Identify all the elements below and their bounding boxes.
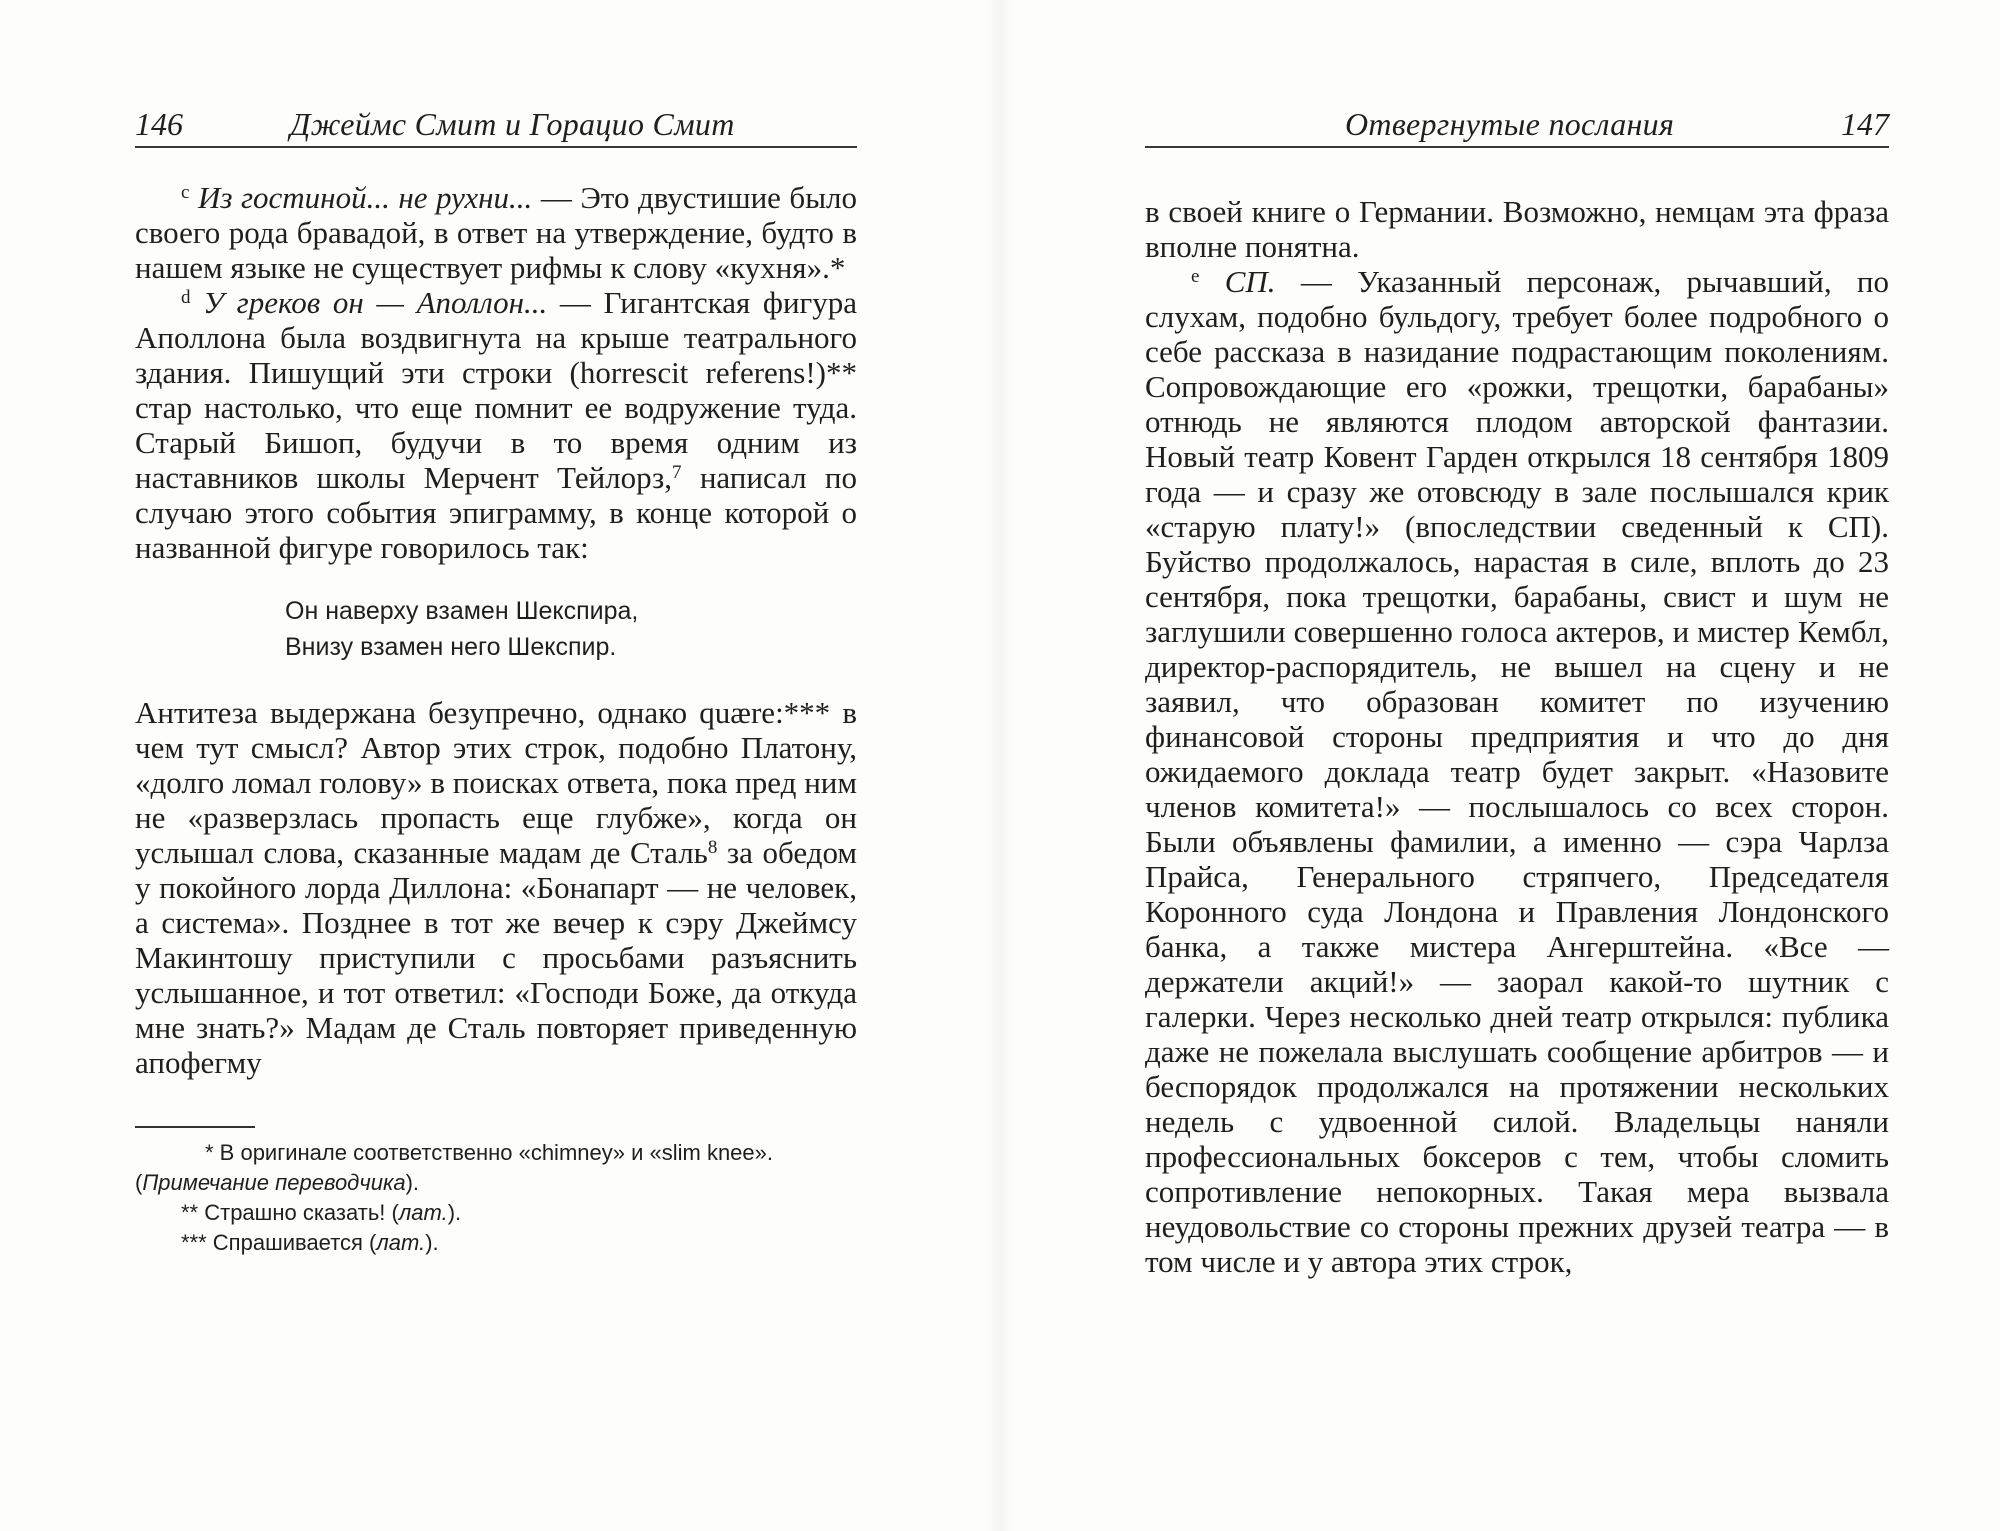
note-d-text-a: — Гигантская фигура Аполлона была воздвигнута на крыше театрального здания. Пишущий эти строки (horrescit referens!)** стар настолько, что еще помнит ее водружение туда. Старый Бишоп, будучи в то время одним из наставников школы Мерчент Тейлорз, (135, 285, 858, 495)
note-e-lemma: СП. (1224, 264, 1276, 299)
note-e-marker: e (1191, 266, 1200, 287)
footnote-3-text: *** Спрашивается ( (181, 1230, 377, 1255)
epigram-verse (285, 593, 857, 665)
right-page (1145, 0, 1889, 1279)
footnote-2-close: ). (447, 1200, 462, 1225)
note-d-lemma: У греков он — Аполлон... (203, 285, 548, 320)
footnote-1-paren: ( (135, 1170, 143, 1195)
right-page-number: 147 (1841, 106, 1889, 142)
right-running-title: Отвергнутые послания (1345, 106, 1675, 142)
note-d-marker: d (181, 287, 191, 308)
note-e-text: — Указанный персонаж, рычавший, по слухам, подобно бульдогу, требует более подробного о себе рассказа в назидание подрастающим поколениям. Сопровождающие его «рожки, трещотки, барабаны» отнюдь не являются плодом авторской фантазии. Новый театр Ковент Гарден открылся 18 сентября 1809 года — и сразу же отовсюду в зале послышался крик «старую плату!» (впоследствии сведенный к СП). Буйство продолжалось, нарастая в силе, вплоть до 23 сентября, пока трещотки, барабаны, свист и шум не заглушили совершенно голоса актеров, и мистер Кембл, директор-распорядитель, не вышел на сцену и не заявил, что образован комитет по изучению финансовой стороны предприятия и что до дня ожидаемого доклада театр будет закрыт. «Назовите членов комитета!» — послышалось со всех сторон. Были объявлены фамилии, а именно — сэра Чарлза Прайса, Генерального стряпчего, Председателя Коронного суда Лондона и Правления Лондонского банка, а также мистера Ангерштейна. «Все — держатели акций!» — заорал какой-то шутник с галерки. Через несколько дней театр открылся: публика даже не пожелала выслушать сообщение арбитров — и беспорядок продолжался на протяжении нескольких недель с удвоенной силой. Владельцы наняли профессиональных боксеров с тем, чтобы сломить сопротивление непокорных. Такая мера вызвала неудовольствие со стороны прежних друзей театра — в том числе и у автора этих строк, (1145, 264, 1890, 1279)
footnote-2-text: ** Страшно сказать! ( (181, 1200, 399, 1225)
note-c-marker: c (181, 182, 190, 203)
footnote-2-lang: лат. (398, 1200, 448, 1225)
endnote-ref-7: 7 (672, 462, 682, 483)
footnote-1 (135, 1138, 857, 1198)
right-page-body (1145, 194, 1889, 1279)
left-header-rule (135, 146, 857, 148)
footnote-1-text: * В оригинале соответственно «chimney» и «slim knee». (205, 1140, 773, 1165)
footnote-1-translator-note: Примечание переводчика (142, 1170, 406, 1195)
left-page-body (135, 180, 857, 1258)
book-gutter (985, 0, 1015, 1531)
note-e (1145, 264, 1889, 1279)
footnote-3-lang: лат. (376, 1230, 426, 1255)
verse-line: Внизу взамен него Шекспир. (285, 633, 617, 661)
endnote-ref-8: 8 (707, 837, 718, 858)
note-c (135, 180, 857, 285)
note-d (135, 285, 857, 565)
left-running-title: Джеймс Смит и Горацио Смит (290, 106, 735, 142)
footnote-3 (135, 1228, 857, 1258)
note-c-text: — Это двустишие было своего рода бравадой, в ответ на утверждение, будто в нашем языке не существует рифмы к слову «кухня».* (135, 180, 857, 285)
paragraph-antithesis (135, 695, 857, 1080)
footnote-2 (135, 1198, 857, 1228)
paragraph-antithesis-b: за обедом у покойного лорда Диллона: «Бонапарт — не человек, а система». Позднее в тот же вечер к сэру Джеймсу Макинтошу приступили с просьбами разъяснить услышанное, и тот ответил: «Господи Боже, да откуда мне знать?» Мадам де Сталь повторяет приведенную апофегму (135, 835, 857, 1080)
footnotes (135, 1138, 857, 1258)
note-d-text-b: написал по случаю этого события эпиграмму, в конце которой о названной фигуре говорилось так: (135, 460, 857, 565)
footnote-rule (135, 1126, 255, 1128)
left-page (135, 0, 857, 1258)
right-page-header (1145, 0, 1889, 150)
paragraph-antithesis-a: Антитеза выдержана безупречно, однако quære:*** в чем тут смысл? Автор этих строк, подобно Платону, «долго ломал голову» в поисках ответа, пока пред ним не «разверзлась пропасть еще глубже», когда он услышал слова, сказанные мадам де Сталь (135, 695, 857, 870)
note-c-lemma: Из гостиной... не рухни... (197, 180, 533, 215)
right-header-rule (1145, 146, 1889, 148)
left-page-header (135, 0, 857, 150)
continuation-paragraph: в своей книге о Германии. Возможно, немцам эта фраза вполне понятна. (1145, 194, 1889, 264)
footnote-1-paren: ). (405, 1170, 420, 1195)
footnote-3-close: ). (425, 1230, 439, 1255)
verse-line: Он наверху взамен Шекспира, (285, 597, 639, 625)
left-page-number: 146 (135, 106, 183, 142)
